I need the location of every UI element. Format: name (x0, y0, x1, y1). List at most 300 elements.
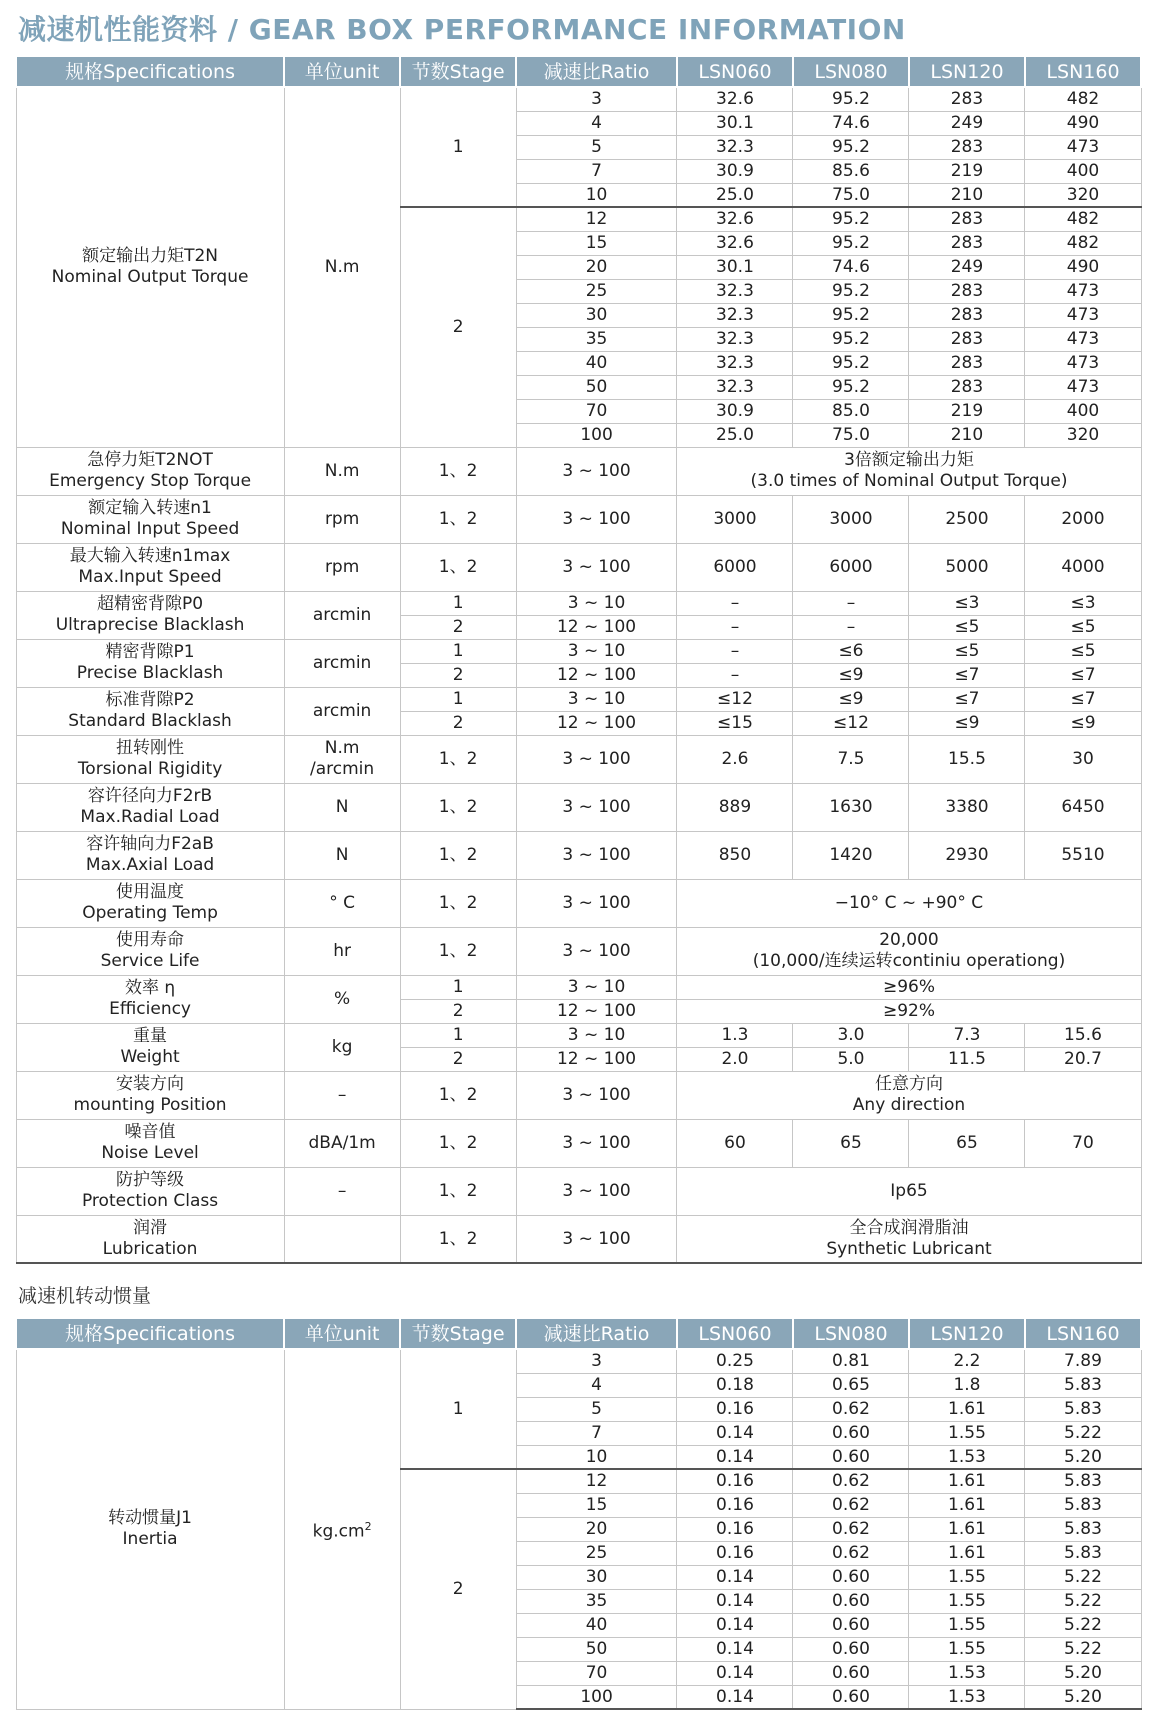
value-lsn060: 32.3 (677, 351, 793, 375)
value-lsn080: ≤12 (793, 711, 909, 735)
value-lsn160: 320 (1025, 183, 1141, 207)
spec-life (16, 927, 284, 975)
ratio-cell: 15 (516, 1493, 677, 1517)
value-line: −10° C ~ +90° C (834, 892, 984, 913)
header-ratio: 减速比Ratio (516, 56, 677, 87)
ratio-cell: 5 (516, 135, 677, 159)
unit-cell: N.m (284, 447, 400, 495)
value-lsn160: ≤5 (1025, 639, 1141, 663)
value-lsn080: 75.0 (793, 183, 909, 207)
value-lsn060: 25.0 (677, 183, 793, 207)
ratio-cell: 3 ~ 100 (516, 927, 677, 975)
value-lsn060: 0.14 (677, 1685, 793, 1709)
spec-p0 (16, 591, 284, 639)
temp-row (16, 879, 1141, 927)
value-lsn160: 5.20 (1025, 1661, 1141, 1685)
value-lsn120: 1.53 (909, 1661, 1025, 1685)
value-lsn120: 1.61 (909, 1541, 1025, 1565)
value-lsn080: – (793, 591, 909, 615)
inertia-body (16, 1349, 1141, 1709)
value-lsn080: 3.0 (793, 1023, 909, 1047)
value-lsn080: 95.2 (793, 87, 909, 111)
value-lsn160: 473 (1025, 327, 1141, 351)
value-lsn060: 30.1 (677, 111, 793, 135)
ratio-cell: 12 (516, 1469, 677, 1493)
merged-value: ≥92% (677, 999, 1141, 1023)
spec-label-en: Max.Axial Load (85, 855, 215, 875)
value-lsn120: 1.61 (909, 1517, 1025, 1541)
spec-label-cn: 防护等级 (116, 1170, 185, 1190)
value-lsn060: 0.16 (677, 1397, 793, 1421)
value-lsn160: ≤7 (1025, 687, 1141, 711)
spec-label-cn: 急停力矩T2NOT (87, 450, 213, 470)
value-lsn120: 7.3 (909, 1023, 1025, 1047)
value-lsn160: ≤5 (1025, 615, 1141, 639)
stage-cell: 1 (400, 639, 516, 663)
value-lsn120: 1.61 (909, 1397, 1025, 1421)
value-lsn060: 0.16 (677, 1541, 793, 1565)
unit-cell: rpm (284, 495, 400, 543)
ratio-cell: 4 (516, 111, 677, 135)
value-lsn080: 5.0 (793, 1047, 909, 1071)
life-row (16, 927, 1141, 975)
spec-label-en: Nominal Input Speed (60, 519, 240, 539)
stage-cell: 1、2 (400, 879, 516, 927)
value-lsn060: 1.3 (677, 1023, 793, 1047)
spec-label-en: Max.Radial Load (80, 807, 220, 827)
stage-cell: 1 (400, 87, 516, 207)
stage-cell: 1、2 (400, 735, 516, 783)
unit-cell: arcmin (284, 639, 400, 687)
value-lsn080: 0.60 (793, 1661, 909, 1685)
stage-cell: 1 (400, 1349, 516, 1469)
value-lsn060: 32.3 (677, 303, 793, 327)
value-lsn060: 32.6 (677, 87, 793, 111)
value-lsn080: 7.5 (793, 735, 909, 783)
value-lsn080: 74.6 (793, 255, 909, 279)
stage-cell: 1 (400, 591, 516, 615)
spec-max_speed (16, 543, 284, 591)
unit-cell: – (284, 1167, 400, 1215)
p2-row (16, 687, 1141, 711)
value-lsn060: ≤12 (677, 687, 793, 711)
spec-label-en: mounting Position (73, 1095, 227, 1115)
value-lsn160: 20.7 (1025, 1047, 1141, 1071)
value-lsn120: 283 (909, 207, 1025, 231)
ratio-cell: 3 ~ 100 (516, 1167, 677, 1215)
value-lsn080: 95.2 (793, 279, 909, 303)
spec-label-en: Inertia (122, 1529, 178, 1550)
inertia-section-title: 减速机转动惯量 (18, 1285, 152, 1307)
ratio-cell: 12 ~ 100 (516, 615, 677, 639)
ratio-cell: 20 (516, 1517, 677, 1541)
value-lsn160: 5.22 (1025, 1589, 1141, 1613)
mounting-row (16, 1071, 1141, 1119)
stage-cell: 1、2 (400, 831, 516, 879)
value-lsn120: 249 (909, 111, 1025, 135)
value-lsn080: 0.81 (793, 1349, 909, 1373)
value-lsn120: 249 (909, 255, 1025, 279)
header-lsn080: LSN080 (793, 1318, 909, 1349)
value-line: Any direction (852, 1095, 966, 1115)
spec-p1 (16, 639, 284, 687)
header-stage: 节数Stage (400, 56, 516, 87)
page-title: 减速机性能资料 / GEAR BOX PERFORMANCE INFORMATION (18, 13, 906, 46)
ratio-cell: 50 (516, 1637, 677, 1661)
value-lsn060: 0.14 (677, 1613, 793, 1637)
ratio-cell: 3 ~ 100 (516, 735, 677, 783)
stage-cell: 2 (400, 711, 516, 735)
ratio-cell: 3 ~ 10 (516, 639, 677, 663)
value-lsn160: 5.83 (1025, 1373, 1141, 1397)
value-lsn160: 482 (1025, 231, 1141, 255)
spec-label-en: Protection Class (81, 1191, 219, 1211)
spec-label-cn: 重量 (133, 1026, 168, 1046)
ratio-cell: 7 (516, 1421, 677, 1445)
value-lsn120: 210 (909, 183, 1025, 207)
ratio-cell: 4 (516, 1373, 677, 1397)
torque-row (16, 87, 1141, 111)
unit-cell: – (284, 1071, 400, 1119)
header-lsn120: LSN120 (909, 56, 1025, 87)
ratio-cell: 40 (516, 1613, 677, 1637)
merged-value (677, 1167, 1141, 1215)
value-lsn060: 32.3 (677, 327, 793, 351)
input_speed-row (16, 495, 1141, 543)
ratio-cell: 20 (516, 255, 677, 279)
spec-label-cn: 额定输入转速n1 (88, 498, 212, 518)
ratio-cell: 10 (516, 183, 677, 207)
ratio-cell: 12 (516, 207, 677, 231)
ratio-cell: 3 (516, 1349, 677, 1373)
ratio-cell: 12 ~ 100 (516, 1047, 677, 1071)
value-lsn080: 0.60 (793, 1589, 909, 1613)
value-lsn120: 1.8 (909, 1373, 1025, 1397)
unit-cell: hr (284, 927, 400, 975)
value-lsn060: 30.9 (677, 399, 793, 423)
value-lsn080: 0.60 (793, 1613, 909, 1637)
value-lsn120: 5000 (909, 543, 1025, 591)
value-lsn160: 5.83 (1025, 1517, 1141, 1541)
value-lsn080: ≤6 (793, 639, 909, 663)
ratio-cell: 50 (516, 375, 677, 399)
value-lsn060: 0.25 (677, 1349, 793, 1373)
ratio-cell: 3 ~ 100 (516, 1215, 677, 1263)
merged-value (677, 1071, 1141, 1119)
ratio-cell: 3 ~ 100 (516, 831, 677, 879)
value-lsn160: 5.83 (1025, 1397, 1141, 1421)
value-line: Synthetic Lubricant (826, 1238, 992, 1259)
stage-cell: 1 (400, 1023, 516, 1047)
spec-label-en: Standard Blacklash (68, 711, 232, 731)
unit-cell: % (284, 975, 400, 1023)
ratio-cell: 30 (516, 1565, 677, 1589)
rigidity-row (16, 735, 1141, 783)
value-lsn060: 0.14 (677, 1589, 793, 1613)
spec-label-en: Precise Blacklash (76, 663, 224, 683)
value-lsn120: 283 (909, 135, 1025, 159)
ratio-cell: 12 ~ 100 (516, 999, 677, 1023)
value-lsn080: 0.60 (793, 1565, 909, 1589)
value-lsn120: 1.55 (909, 1613, 1025, 1637)
ratio-cell: 3 ~ 100 (516, 543, 677, 591)
value-lsn060: 0.14 (677, 1637, 793, 1661)
value-lsn060: 889 (677, 783, 793, 831)
stage-cell: 2 (400, 999, 516, 1023)
value-lsn080: 1420 (793, 831, 909, 879)
ratio-cell: 15 (516, 231, 677, 255)
inertia-row (16, 1349, 1141, 1373)
spec-label-cn: 转动惯量J1 (108, 1508, 192, 1529)
value-lsn120: 2.2 (909, 1349, 1025, 1373)
spec-p2 (16, 687, 284, 735)
spec-label-cn: 润滑 (133, 1217, 168, 1238)
value-lsn160: 5.83 (1025, 1469, 1141, 1493)
stage-cell: 2 (400, 663, 516, 687)
unit-cell: dBA/1m (284, 1119, 400, 1167)
value-lsn120: 283 (909, 303, 1025, 327)
value-lsn160: 473 (1025, 135, 1141, 159)
value-lsn080: 0.62 (793, 1469, 909, 1493)
value-lsn080: 85.6 (793, 159, 909, 183)
ratio-cell: 3 ~ 100 (516, 1119, 677, 1167)
header-lsn160: LSN160 (1025, 56, 1141, 87)
p1-row (16, 639, 1141, 663)
value-lsn060: 30.1 (677, 255, 793, 279)
spec-label-en: Emergency Stop Torque (49, 471, 252, 491)
value-lsn080: – (793, 615, 909, 639)
spec-label-en: Ultraprecise Blacklash (55, 615, 245, 635)
value-lsn080: 0.60 (793, 1421, 909, 1445)
header-spec: 规格Specifications (16, 56, 284, 87)
stage-cell: 1、2 (400, 543, 516, 591)
value-lsn160: 5510 (1025, 831, 1141, 879)
spec-axial (16, 831, 284, 879)
value-lsn160: 5.20 (1025, 1445, 1141, 1469)
spec-label-en: Max.Input Speed (78, 567, 222, 587)
value-lsn060: 0.16 (677, 1517, 793, 1541)
value-lsn080: 0.62 (793, 1541, 909, 1565)
value-line: 任意方向 (874, 1074, 943, 1094)
value-lsn160: 4000 (1025, 543, 1141, 591)
value-lsn060: 0.14 (677, 1445, 793, 1469)
value-lsn120: 1.55 (909, 1421, 1025, 1445)
value-lsn160: 5.83 (1025, 1541, 1141, 1565)
spec-label-en: Operating Temp (82, 903, 218, 923)
protection-row (16, 1167, 1141, 1215)
spec-efficiency (16, 975, 284, 1023)
value-line: (10,000/连续运转continiu operationg) (752, 951, 1066, 971)
value-lsn160: 490 (1025, 255, 1141, 279)
ratio-cell: 3 ~ 100 (516, 495, 677, 543)
value-line: 全合成润滑脂油 (849, 1217, 969, 1238)
value-lsn160: 5.22 (1025, 1637, 1141, 1661)
weight-row (16, 1023, 1141, 1047)
value-lsn160: 400 (1025, 159, 1141, 183)
noise-row (16, 1119, 1141, 1167)
value-lsn160: ≤9 (1025, 711, 1141, 735)
value-lsn060: 32.3 (677, 279, 793, 303)
spec-input_speed (16, 495, 284, 543)
value-line: 20,000 (879, 930, 939, 950)
unit-cell: kg (284, 1023, 400, 1071)
stage-cell: 1、2 (400, 495, 516, 543)
value-lsn080: 0.60 (793, 1445, 909, 1469)
merged-value (677, 1215, 1141, 1263)
spec-radial (16, 783, 284, 831)
spec-label-cn: 安装方向 (116, 1074, 185, 1094)
stage-cell: 2 (400, 615, 516, 639)
value-lsn160: 2000 (1025, 495, 1141, 543)
value-lsn060: 32.3 (677, 375, 793, 399)
value-lsn160: 30 (1025, 735, 1141, 783)
value-lsn060: – (677, 591, 793, 615)
value-lsn120: ≤5 (909, 615, 1025, 639)
value-lsn160: 473 (1025, 303, 1141, 327)
spec-inertia (16, 1349, 284, 1709)
ratio-cell: 3 ~ 100 (516, 1071, 677, 1119)
spec-label-en: Service Life (100, 951, 200, 971)
header-lsn080: LSN080 (793, 56, 909, 87)
value-lsn120: 210 (909, 423, 1025, 447)
unit-cell: rpm (284, 543, 400, 591)
value-lsn160: 7.89 (1025, 1349, 1141, 1373)
merged-value: ≥96% (677, 975, 1141, 999)
stage-cell: 1、2 (400, 1167, 516, 1215)
max_speed-row (16, 543, 1141, 591)
spec-label-cn: 容许径向力F2rB (87, 786, 213, 806)
spec-label-cn: 超精密背隙P0 (97, 594, 204, 614)
spec-label-cn: 扭转刚性 (116, 738, 185, 758)
spec-label-cn: 标准背隙P2 (105, 690, 195, 710)
value-lsn120: 1.61 (909, 1469, 1025, 1493)
header-unit: 单位unit (284, 56, 400, 87)
performance-table (15, 55, 1142, 1264)
value-lsn080: 0.62 (793, 1397, 909, 1421)
value-lsn060: 32.3 (677, 135, 793, 159)
value-lsn120: 65 (909, 1119, 1025, 1167)
lubrication-row (16, 1215, 1141, 1263)
ratio-cell: 30 (516, 303, 677, 327)
value-line: Ip65 (890, 1180, 928, 1201)
value-lsn160: 5.20 (1025, 1685, 1141, 1709)
spec-label-en: Efficiency (109, 999, 191, 1019)
header-unit: 单位unit (284, 1318, 400, 1349)
value-lsn080: 95.2 (793, 303, 909, 327)
value-lsn160: 15.6 (1025, 1023, 1141, 1047)
performance-body (16, 87, 1141, 1263)
value-line: (3.0 times of Nominal Output Torque) (750, 471, 1068, 491)
value-lsn120: 3380 (909, 783, 1025, 831)
value-lsn120: 283 (909, 87, 1025, 111)
ratio-cell: 3 ~ 100 (516, 447, 677, 495)
unit-cell: arcmin (284, 687, 400, 735)
value-lsn160: 5.22 (1025, 1565, 1141, 1589)
value-lsn120: 1.53 (909, 1685, 1025, 1709)
value-lsn120: 1.55 (909, 1589, 1025, 1613)
stage-cell: 1 (400, 687, 516, 711)
ratio-cell: 100 (516, 1685, 677, 1709)
unit-cell (284, 1349, 400, 1709)
value-lsn120: 219 (909, 159, 1025, 183)
ratio-cell: 12 ~ 100 (516, 663, 677, 687)
ratio-cell: 3 ~ 10 (516, 687, 677, 711)
unit-cell: N (284, 831, 400, 879)
stage-cell: 1、2 (400, 1119, 516, 1167)
spec-weight (16, 1023, 284, 1071)
header-lsn120: LSN120 (909, 1318, 1025, 1349)
unit-text: kg.cm (312, 1521, 365, 1542)
value-lsn120: 11.5 (909, 1047, 1025, 1071)
value-lsn080: 95.2 (793, 327, 909, 351)
inertia-table (15, 1317, 1142, 1710)
value-lsn060: – (677, 639, 793, 663)
value-lsn120: 2930 (909, 831, 1025, 879)
ratio-cell: 3 ~ 10 (516, 975, 677, 999)
value-lsn120: 283 (909, 327, 1025, 351)
value-lsn160: 70 (1025, 1119, 1141, 1167)
value-lsn160: 5.22 (1025, 1421, 1141, 1445)
value-lsn060: 32.6 (677, 207, 793, 231)
value-lsn160: 320 (1025, 423, 1141, 447)
value-line: 3倍额定输出力矩 (844, 450, 974, 470)
ratio-cell: 70 (516, 1661, 677, 1685)
value-lsn080: 1630 (793, 783, 909, 831)
header-lsn160: LSN160 (1025, 1318, 1141, 1349)
ratio-cell: 100 (516, 423, 677, 447)
value-lsn160: 490 (1025, 111, 1141, 135)
stage-cell: 1、2 (400, 783, 516, 831)
spec-label-cn: 容许轴向力F2aB (86, 834, 214, 854)
spec-label-en: Noise Level (101, 1143, 199, 1163)
stage-cell: 1 (400, 975, 516, 999)
value-lsn060: 2.6 (677, 735, 793, 783)
header-spec: 规格Specifications (16, 1318, 284, 1349)
value-lsn160: 473 (1025, 279, 1141, 303)
value-lsn060: – (677, 663, 793, 687)
ratio-cell: 5 (516, 1397, 677, 1421)
value-lsn080: ≤9 (793, 687, 909, 711)
value-lsn080: 95.2 (793, 135, 909, 159)
ratio-cell: 40 (516, 351, 677, 375)
stage-cell: 1、2 (400, 927, 516, 975)
value-lsn060: 32.6 (677, 231, 793, 255)
value-lsn080: 3000 (793, 495, 909, 543)
ratio-cell: 35 (516, 327, 677, 351)
unit-cell: N (284, 783, 400, 831)
stage-cell: 2 (400, 1047, 516, 1071)
ratio-cell: 7 (516, 159, 677, 183)
value-lsn080: 95.2 (793, 231, 909, 255)
ratio-cell: 10 (516, 1445, 677, 1469)
value-lsn060: 0.14 (677, 1565, 793, 1589)
ratio-cell: 70 (516, 399, 677, 423)
value-lsn120: ≤3 (909, 591, 1025, 615)
merged-value (677, 927, 1141, 975)
unit-cell: arcmin (284, 591, 400, 639)
spec-rigidity (16, 735, 284, 783)
value-lsn120: ≤7 (909, 687, 1025, 711)
spec-label-en: Weight (120, 1047, 180, 1067)
ratio-cell: 3 ~ 10 (516, 591, 677, 615)
value-lsn060: 0.16 (677, 1469, 793, 1493)
spec-label-cn: 最大输入转速n1max (69, 546, 231, 566)
ratio-cell: 3 (516, 87, 677, 111)
value-lsn060: 0.16 (677, 1493, 793, 1517)
value-lsn120: 2500 (909, 495, 1025, 543)
value-lsn060: ≤15 (677, 711, 793, 735)
value-lsn120: 1.55 (909, 1637, 1025, 1661)
